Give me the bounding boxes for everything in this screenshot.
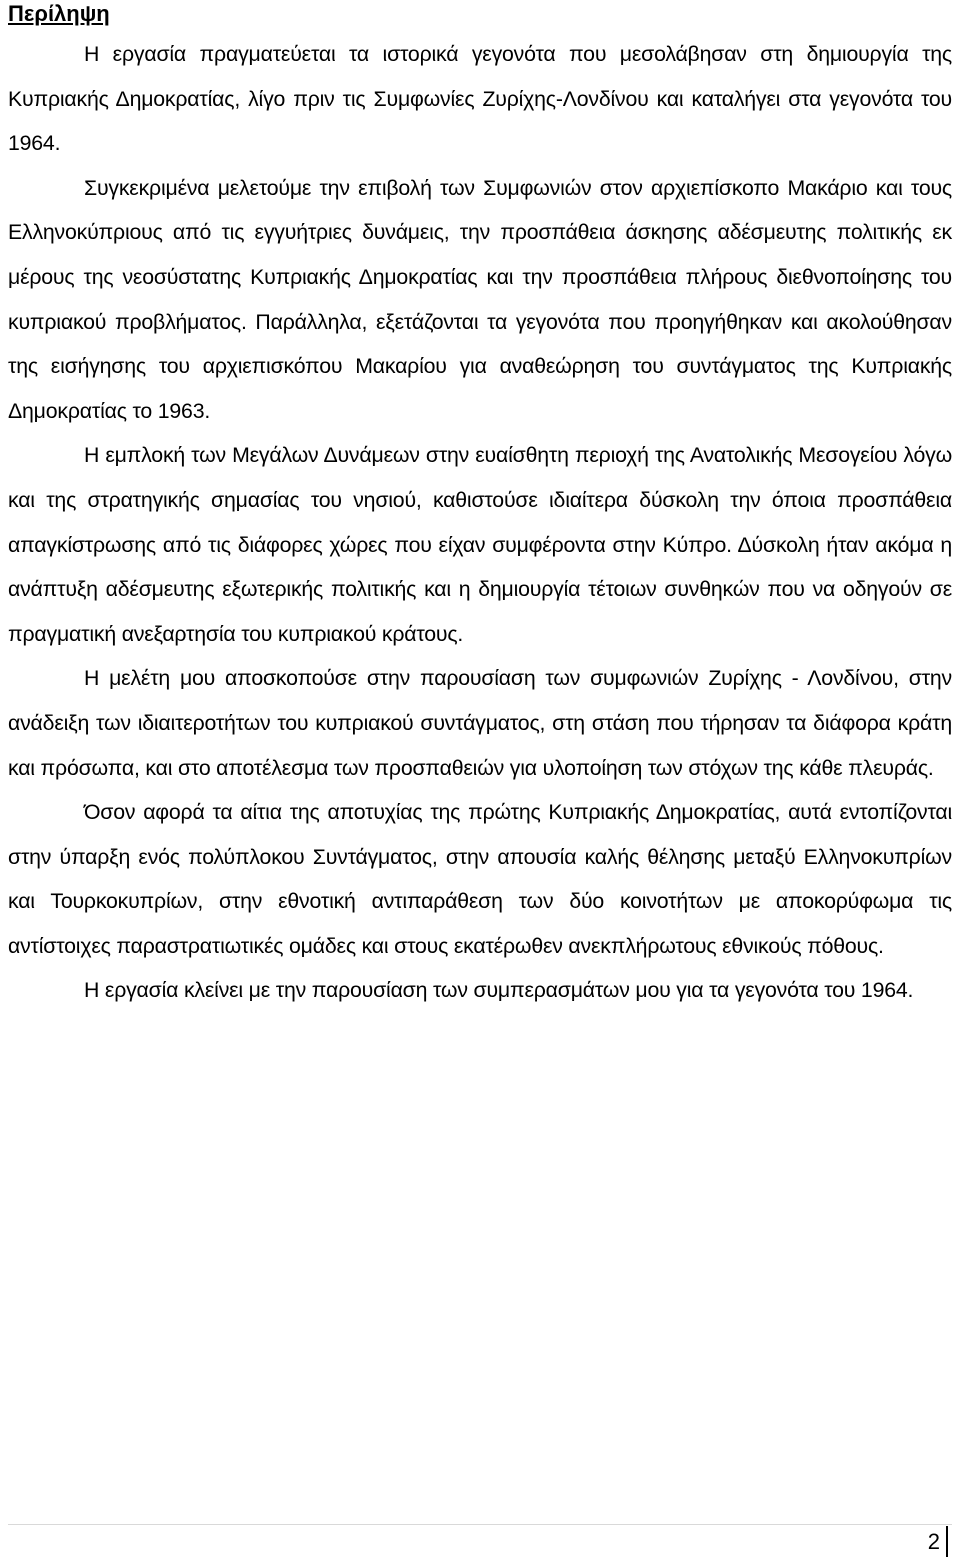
- page-number: 2: [927, 1529, 940, 1554]
- paragraph-6: Η εργασία κλείνει με την παρουσίαση των συμπερασμάτων μου για τα γεγονότα του 1964.: [84, 978, 914, 1003]
- paragraph-5: Όσον αφορά τα αίτια της αποτυχίας της πρώτης Κυπριακής Δημοκρατίας, αυτά εντοπίζονται στην ύπαρξη ενός πολύπλοκου Συντάγματος, στην απουσία καλής θέλησης μεταξύ Ελληνοκυπρίων και Τουρκοκυπρίων, στην εθνοτική αντιπαράθεση των δύο κοινοτήτων με αποκορύφωμα τις αντίστοιχες παραστρατιωτικές ομάδες και στους εκατέρωθεν ανεκπλήρωτους εθνικούς πόθους.: [8, 800, 952, 958]
- paragraph-4: Η μελέτη μου αποσκοπούσε στην παρουσίαση των συμφωνιών Ζυρίχης - Λονδίνου, στην ανάδειξη των ιδιαιτεροτήτων του κυπριακού συντάγματος, στη στάση που τήρησαν τα διάφορα κράτη και πρόσωπα, και στο αποτέλεσμα των προσπαθειών για υλοποίηση των στόχων της κάθε πλευράς.: [8, 666, 952, 780]
- paragraph-2: Συγκεκριμένα μελετούμε την επιβολή των Συμφωνιών στον αρχιεπίσκοπο Μακάριο και τους Ελληνοκύπριους από τις εγγυήτριες δυνάμεις, την προσπάθεια άσκησης αδέσμευτης πολιτικής εκ μέρους της νεοσύστατης Κυπριακής Δημοκρατίας και την προσπάθεια πλήρους διεθνοποίησης του κυπριακού προβλήματος. Παράλληλα, εξετάζονται τα γεγονότα που προηγήθηκαν και ακολούθησαν της εισήγησης του αρχιεπισκόπου Μακαρίου για αναθεώρηση του συντάγματος της Κυπριακής Δημοκρατίας το 1963.: [8, 175, 952, 423]
- paragraph-3: Η εμπλοκή των Μεγάλων Δυνάμεων στην ευαίσθητη περιοχή της Ανατολικής Μεσογείου λόγω και της στρατηγικής σημασίας του νησιού, καθιστούσε ιδιαίτερα δύσκολη την όποια προσπάθεια απαγκίστρωσης από τις διάφορες χώρες που είχαν συμφέροντα στην Κύπρο. Δύσκολη ήταν ακόμα η ανάπτυξη αδέσμευτης εξωτερικής πολιτικής και η δημιουργία τέτοιων συνθηκών που να οδηγούν σε πραγματική ανεξαρτησία του κυπριακού κράτους.: [8, 443, 952, 646]
- footer-divider: [8, 1524, 952, 1525]
- paragraph-1: Η εργασία πραγματεύεται τα ιστορικά γεγονότα που μεσολάβησαν στη δημιουργία της Κυπριακής Δημοκρατίας, λίγο πριν τις Συμφωνίες Ζυρίχης-Λονδίνου και καταλήγει στα γεγονότα του 1964.: [8, 42, 952, 156]
- page-number-bar: [946, 1526, 948, 1557]
- section-heading: Περίληψη: [8, 1, 110, 26]
- abstract-body: [8, 32, 952, 1013]
